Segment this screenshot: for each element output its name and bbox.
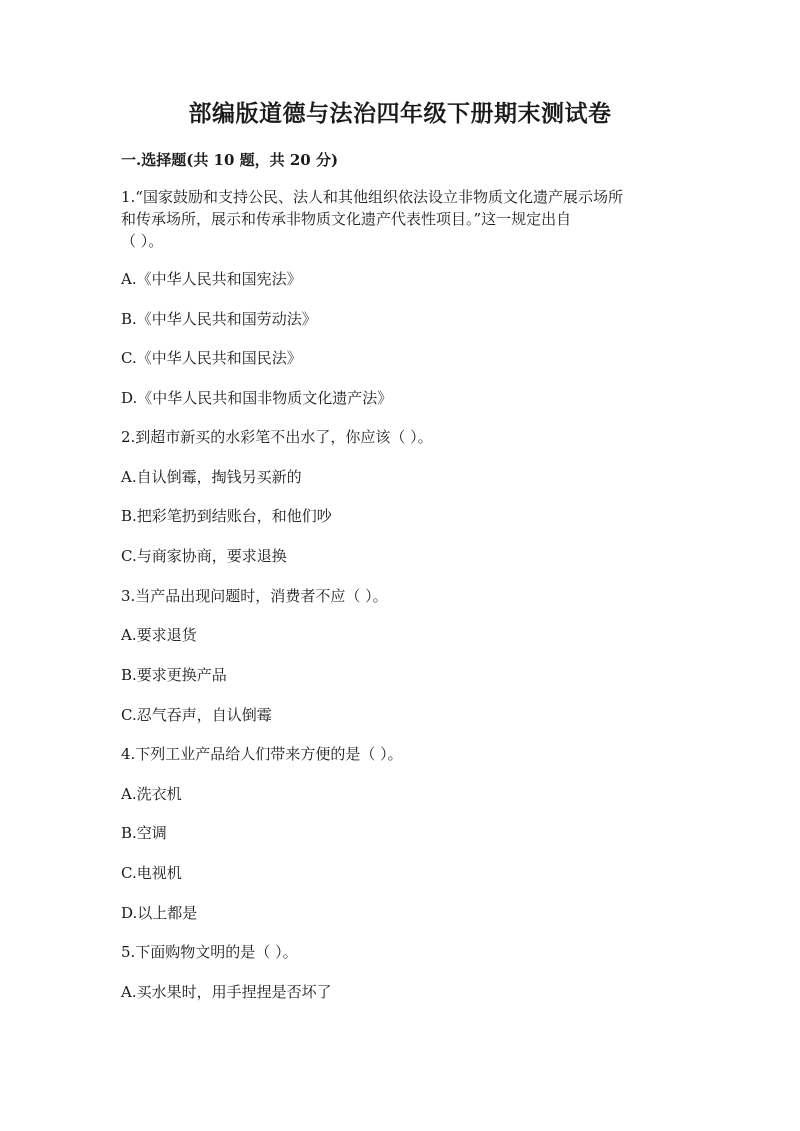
question-5-stem: 5.下面购物文明的是（ ）。 (121, 943, 298, 961)
page-title: 部编版道德与法治四年级下册期末测试卷 (188, 100, 612, 127)
question-1-option-d: D.《中华人民共和国非物质文化遗产法》 (121, 389, 393, 407)
question-1-option-b: B.《中华人民共和国劳动法》 (121, 310, 317, 328)
question-2-option-b: B.把彩笔扔到结账台，和他们吵 (121, 507, 332, 525)
question-5-option-a: A.买水果时，用手捏捏是否坏了 (121, 983, 332, 1001)
question-3-stem: 3.当产品出现问题时，消费者不应（ ）。 (121, 587, 388, 605)
question-1-stem-line-3: （ ）。 (121, 232, 164, 250)
question-3-option-b: B.要求更换产品 (121, 666, 227, 684)
question-1-option-c: C.《中华人民共和国民法》 (121, 349, 302, 367)
question-3-option-a: A.要求退货 (121, 626, 197, 644)
question-1-stem-line-2: 和传承场所，展示和传承非物质文化遗产代表性项目。”这一规定出自 (121, 210, 572, 228)
question-1-stem-line-1: 1.“国家鼓励和支持公民、法人和其他组织依法设立非物质文化遗产展示场所 (121, 188, 623, 206)
question-4-option-b: B.空调 (121, 824, 167, 842)
question-2-option-a: A.自认倒霉，掏钱另买新的 (121, 468, 302, 486)
question-3-option-c: C.忍气吞声，自认倒霉 (121, 706, 272, 724)
question-4-option-c: C.电视机 (121, 864, 182, 882)
question-4-stem: 4.下列工业产品给人们带来方便的是（ ）。 (121, 745, 403, 763)
question-2-option-c: C.与商家协商，要求退换 (121, 547, 287, 565)
section-heading: 一.选择题(共 10 题，共 20 分) (121, 151, 339, 169)
question-4-option-d: D.以上都是 (121, 904, 198, 922)
question-2-stem: 2.到超市新买的水彩笔不出水了，你应该（ ）。 (121, 428, 433, 446)
question-1-option-a: A.《中华人民共和国宪法》 (121, 270, 302, 288)
question-4-option-a: A.洗衣机 (121, 785, 182, 803)
